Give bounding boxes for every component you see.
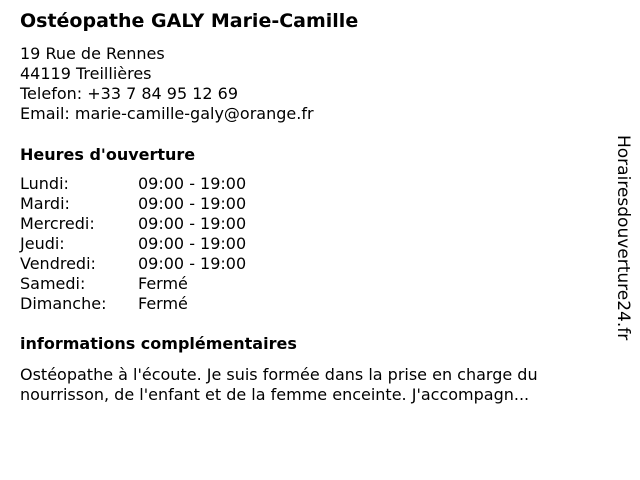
- hours-row-saturday: [20, 274, 246, 294]
- hours-heading: Heures d'ouverture: [20, 145, 196, 164]
- time-value: 09:00 - 19:00: [138, 174, 247, 193]
- info-heading: informations complémentaires: [20, 334, 297, 353]
- day-label: Mercredi:: [20, 214, 95, 233]
- day-label: Samedi:: [20, 274, 86, 293]
- opening-hours-table: [20, 174, 246, 314]
- street-address: 19 Rue de Rennes: [20, 44, 165, 63]
- time-value: 09:00 - 19:00: [138, 234, 247, 253]
- day-label: Mardi:: [20, 194, 70, 213]
- day-label: Jeudi:: [20, 234, 65, 253]
- site-watermark: Horairesdouverture24.fr: [613, 135, 633, 341]
- time-value: Fermé: [138, 274, 188, 293]
- hours-row-tuesday: [20, 194, 246, 214]
- hours-row-wednesday: [20, 214, 246, 234]
- time-value: 09:00 - 19:00: [138, 254, 247, 273]
- hours-row-sunday: [20, 294, 246, 314]
- hours-row-friday: [20, 254, 246, 274]
- day-label: Lundi:: [20, 174, 69, 193]
- time-value: 09:00 - 19:00: [138, 194, 247, 213]
- email-address[interactable]: Email: marie-camille-galy@orange.fr: [20, 104, 314, 123]
- phone-number[interactable]: Telefon: +33 7 84 95 12 69: [20, 84, 239, 103]
- day-label: Dimanche:: [20, 294, 107, 313]
- time-value: Fermé: [138, 294, 188, 313]
- day-label: Vendredi:: [20, 254, 96, 273]
- hours-row-thursday: [20, 234, 246, 254]
- business-description: Ostéopathe à l'écoute. Je suis formée dans la prise en charge du nourrisson, de l'enfant et de la femme enceinte. J'accompagn...: [20, 365, 538, 404]
- business-title: Ostéopathe GALY Marie-Camille: [20, 10, 359, 32]
- city-postal: 44119 Treillières: [20, 64, 152, 83]
- hours-row-monday: [20, 174, 246, 194]
- time-value: 09:00 - 19:00: [138, 214, 247, 233]
- contact-block: [20, 44, 314, 124]
